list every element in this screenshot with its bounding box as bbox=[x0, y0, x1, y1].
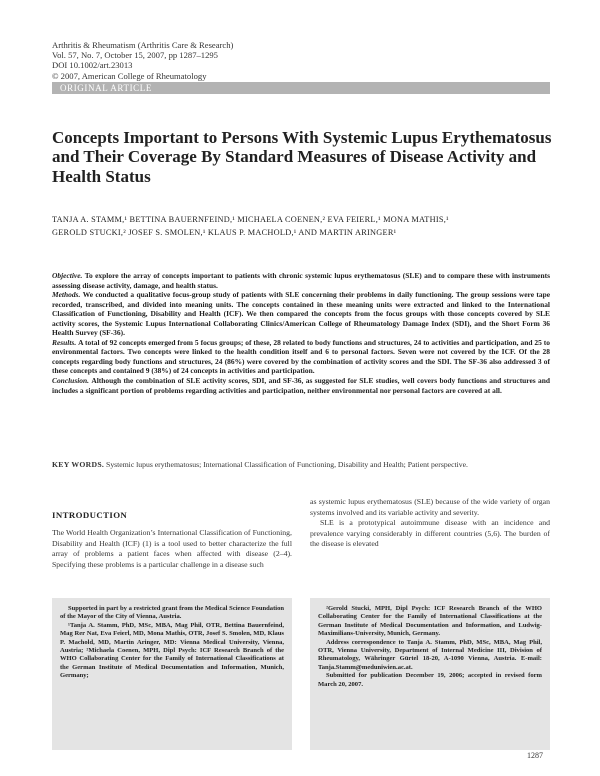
page-number: 1287 bbox=[527, 751, 543, 760]
introduction-paragraph-1-continued: as systemic lupus erythematosus (SLE) because of the wide variety of organ systems involved and its variable activity and severity. bbox=[310, 497, 550, 517]
introduction-paragraph-2: SLE is a prototypical autoimmune disease with an incidence and prevalence varying considerably in different countries (5,6). The burden of the disease is elevated bbox=[310, 518, 550, 548]
keywords-label: KEY WORDS. bbox=[52, 460, 105, 469]
author-line-1: TANJA A. STAMM,¹ BETTINA BAUERNFEIND,¹ MICHAELA COENEN,² EVA FEIERL,¹ MONA MATHIS,¹ bbox=[52, 215, 449, 224]
introduction-paragraph-1: The World Health Organization’s International Classification of Functioning, Disability and Health (ICF) (1) is a tool used to better characterize the full array of problems a patient faces when affected with disease (2–4). Specifying these problems is a particular challenge in a disease such bbox=[52, 528, 292, 569]
objective-text: To explore the array of concepts important to patients with chronic systemic lupus erythematosus (SLE) and to compare these with instruments assessing disease activity, damage, and health status. bbox=[52, 271, 550, 290]
results-text: A total of 92 concepts emerged from 5 focus groups; of these, 28 related to body functions and structures, 24 to activities and participation, and 25 to environmental factors. Two concepts were linked to the health condition itself and 6 to personal factors. Seven were not covered by the ICF. Of the 28 concepts regarding body functions and structures, 24 (86%) were covered by the combination of activity scores and the SDI. The SF-36 also addressed 3 of these concepts and contained 9 (38%) of 24 concepts in activities and participation. bbox=[52, 337, 550, 376]
abstract-objective bbox=[52, 271, 550, 290]
methods-text: We conducted a qualitative focus-group study of patients with SLE concerning their problems in daily functioning. The group sessions were tape recorded, transcribed, and divided into meaning units. The concepts contained in these meaning units were extracted and linked to the International Classification of Functioning, Disability and Health (ICF). We then compared the concepts from the focus groups with those concepts covered by SLE activity scores, the Systemic Lupus International Collaborating Clinics/American College of Rheumatology Damage Index (SDI), and the Short Form 36 Health Survey (SF-36). bbox=[52, 290, 551, 338]
article-title: Concepts Important to Persons With Systemic Lupus Erythematosus and Their Coverage By Standard Measures of Disease Activity and Health Status bbox=[52, 128, 552, 186]
keywords bbox=[52, 460, 550, 471]
left-column bbox=[52, 510, 292, 570]
author-list bbox=[52, 213, 552, 239]
conclusion-label: Conclusion. bbox=[52, 376, 89, 386]
abstract-results bbox=[52, 338, 550, 376]
footnote-submission-dates: Submitted for publication December 19, 2006; accepted in revised form March 20, 2007. bbox=[318, 672, 542, 688]
footnote-funding: Supported in part by a restricted grant from the Medical Science Foundation of the Mayor of the City of Vienna, Austria. bbox=[60, 605, 284, 621]
journal-header bbox=[52, 40, 552, 81]
article-type-bar bbox=[52, 82, 550, 94]
footnote-affiliation-stucki: ²Gerold Stucki, MPH, Dipl Psych: ICF Research Branch of the WHO Collaborating Center for the Family of International Classifications at the German Institute of Medical Documentation and Information, and Ludwig-Maximilians-University, Munich, Germany. bbox=[318, 605, 542, 638]
footnote-correspondence: Address correspondence to Tanja A. Stamm, PhD, MSc, MBA, Mag Phil, OTR, Vienna University, Department of Internal Medicine III, Division of Rheumatology, Währinger Gürtel 18-20, A-1090 Vienna, Austria. E-mail: Tanja.Stamm@meduniwien.ac.at. bbox=[318, 638, 542, 671]
introduction-heading: INTRODUCTION bbox=[52, 510, 128, 520]
footnote-box-right bbox=[310, 598, 550, 750]
journal-doi: DOI 10.1002/art.23013 bbox=[52, 60, 133, 71]
objective-label: Objective. bbox=[52, 271, 83, 280]
author-line-2: GEROLD STUCKI,² JOSEF S. SMOLEN,¹ KLAUS P. MACHOLD,¹ AND MARTIN ARINGER¹ bbox=[52, 228, 397, 237]
journal-copyright: © 2007, American College of Rheumatology bbox=[52, 70, 207, 81]
journal-name: Arthritis & Rheumatism (Arthritis Care & Research) bbox=[52, 40, 234, 50]
abstract-conclusion bbox=[52, 376, 550, 395]
results-label: Results. bbox=[52, 337, 77, 347]
keywords-text: Systemic lupus erythematosus; International Classification of Functioning, Disability and Health; Patient perspective. bbox=[106, 460, 468, 469]
article-type-label: ORIGINAL ARTICLE bbox=[60, 83, 152, 93]
abstract-methods bbox=[52, 290, 550, 338]
abstract bbox=[52, 271, 550, 395]
footnote-box-left bbox=[52, 598, 292, 750]
conclusion-text: Although the combination of SLE activity scores, SDI, and SF-36, as suggested for SLE studies, well covers body functions and structures and includes a significant portion of problems regarding activities and participation, neither environmental nor personal factors are covered at all. bbox=[52, 376, 550, 395]
journal-volume: Vol. 57, No. 7, October 15, 2007, pp 1287–1295 bbox=[52, 50, 218, 61]
methods-label: Methods. bbox=[52, 290, 81, 300]
footnote-affiliations: ¹Tanja A. Stamm, PhD, MSc, MBA, Mag Phil, OTR, Bettina Bauernfeind, Mag Rer Nat, Eva Feierl, MD, Mona Mathis, OTR, Josef S. Smolen, MD, Klaus P. Machold, MD, Martin Aringer, MD: Vienna Medical University, Vienna, Austria; ²Michaela Coenen, MPH, Dipl Psych: ICF Research Branch of the WHO Collaborating Center for the Family of International Classifications at the German Institute of Medical Documentation and Information, Munich, Germany; bbox=[60, 621, 284, 680]
right-column bbox=[310, 497, 550, 550]
